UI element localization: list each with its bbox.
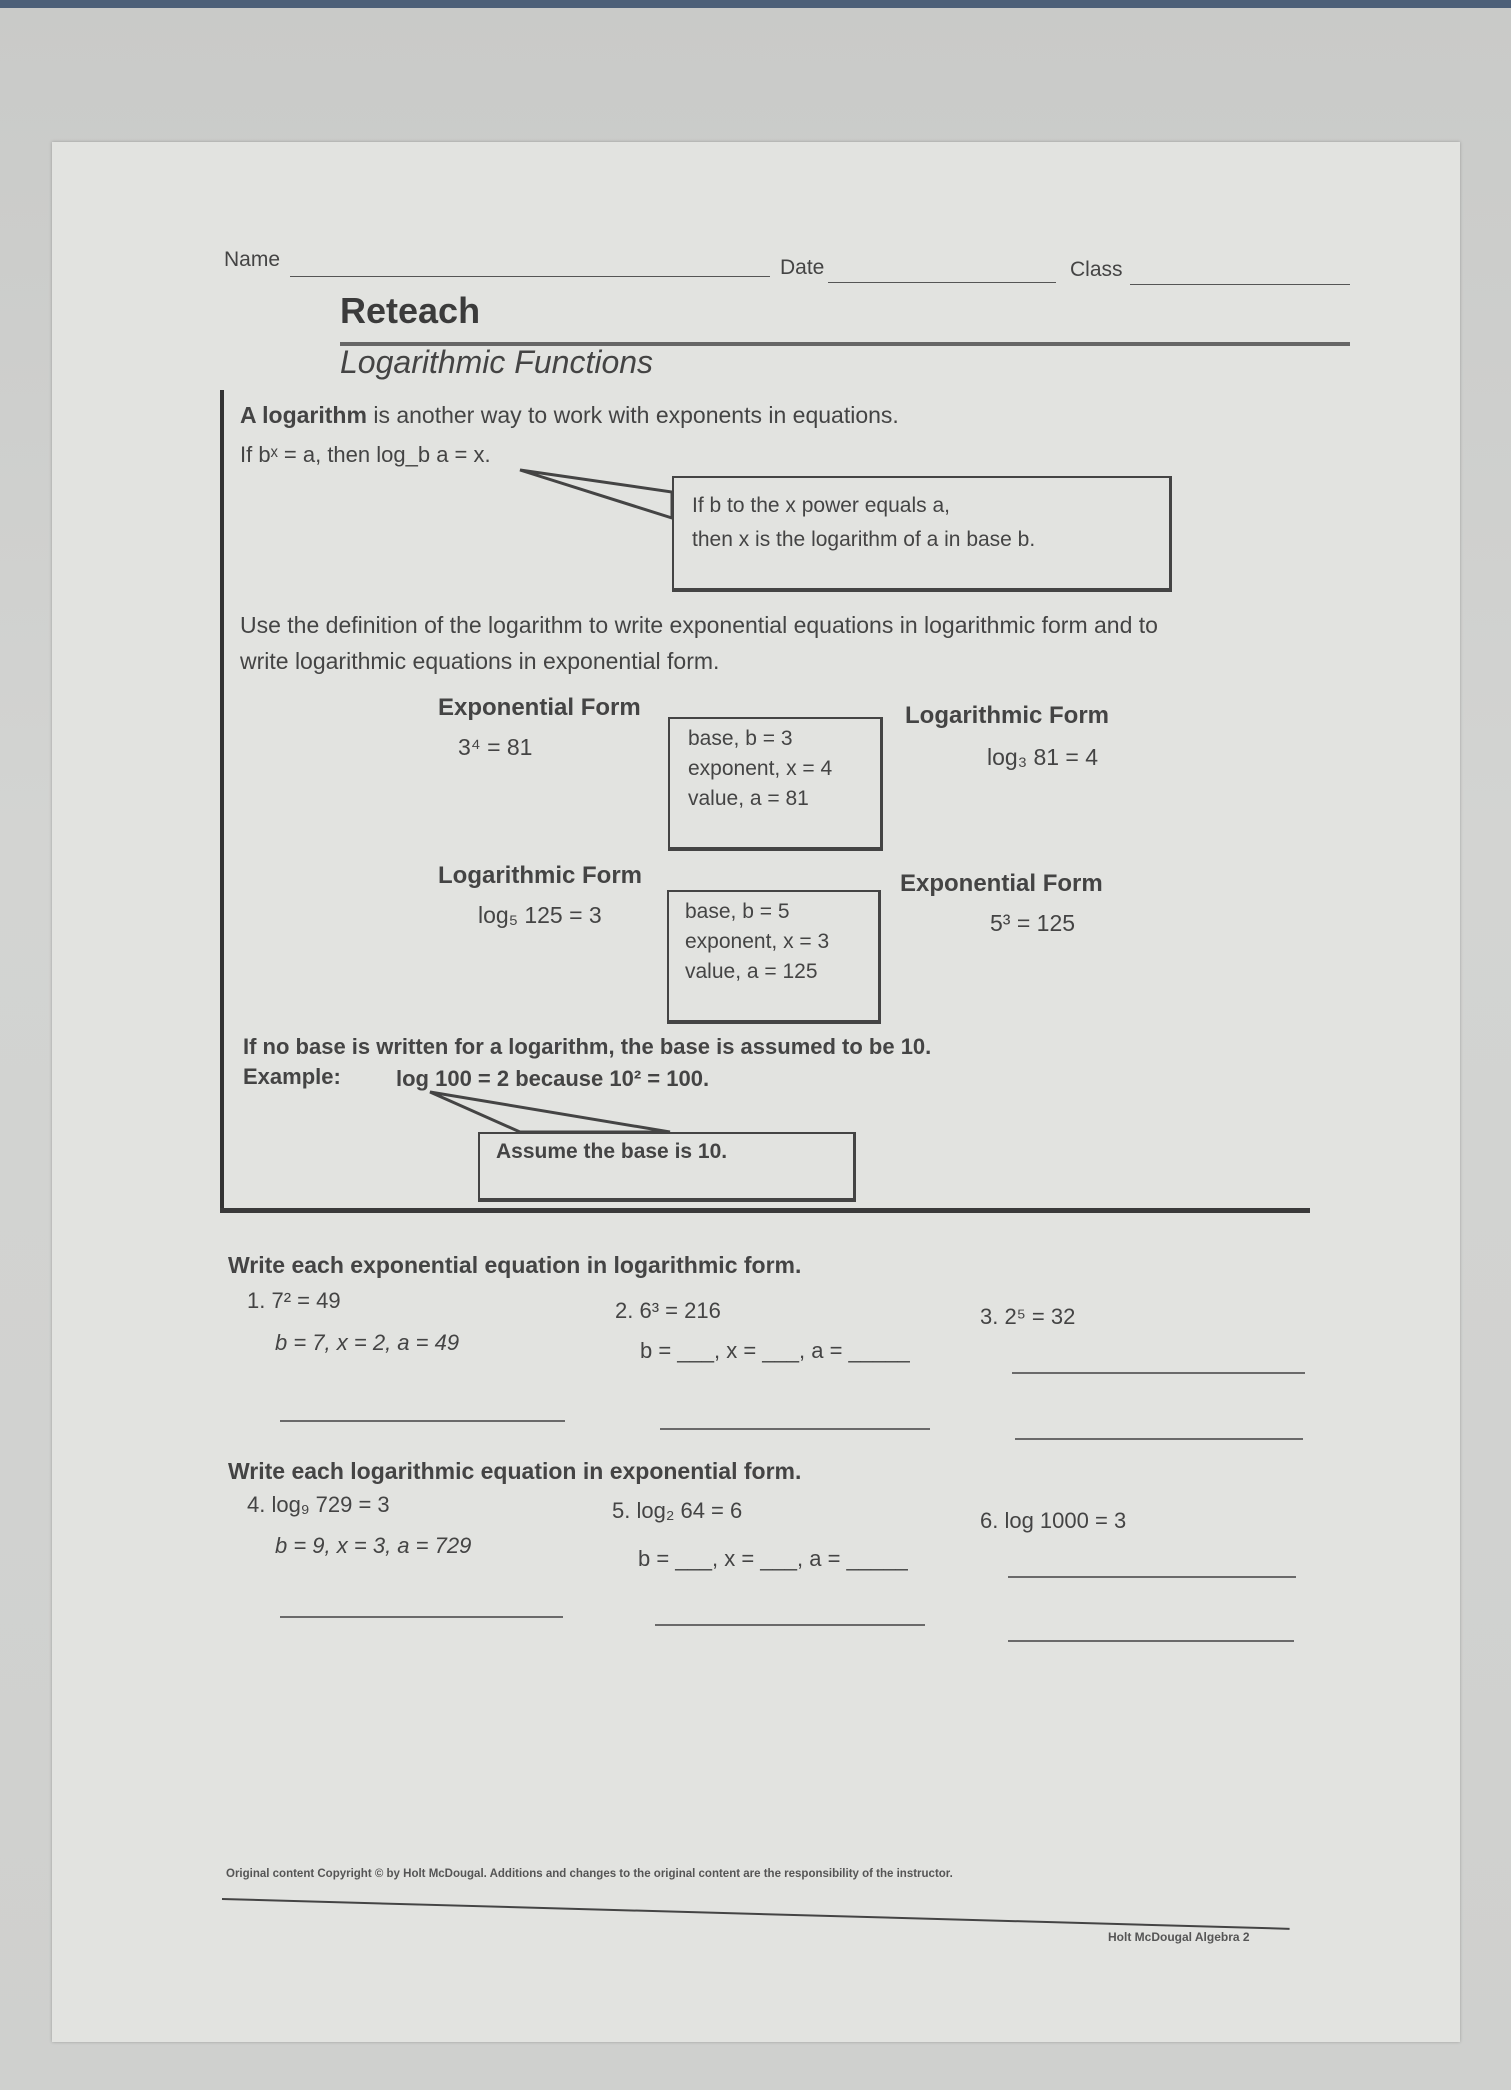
instructions-line-2: write logarithmic equations in exponential form. [240,648,720,674]
callout-pointer-1 [520,470,672,518]
callout-pointer-2 [430,1092,670,1132]
name-label: Name [224,248,281,271]
problem-4-answer[interactable] [280,1616,563,1618]
example2-exponent: exponent, x = 3 [685,930,830,953]
example1-parts-box [668,717,883,851]
example1-base: base, b = 3 [688,727,793,750]
example1-exponent: exponent, x = 4 [688,757,833,780]
problem-3: 3. 2⁵ = 32 [980,1304,1076,1329]
problem-6: 6. log 1000 = 3 [980,1508,1127,1533]
problem-2: 2. 6³ = 216 [615,1298,721,1323]
section1-heading: Write each exponential equation in logarithmic form. [228,1252,802,1278]
page-title: Reteach [340,290,481,331]
problem-6-answer[interactable] [1008,1640,1294,1642]
problem-5-answer[interactable] [655,1624,925,1626]
problem-4: 4. log₉ 729 = 3 [247,1492,390,1517]
section2-heading: Write each logarithmic equation in exponential form. [228,1458,802,1484]
example-label: Example: [243,1064,341,1089]
base10-callout-text: Assume the base is 10. [496,1140,728,1163]
copyright-notice: Original content Copyright © by Holt McDougal. Additions and changes to the original content are the responsibility of the instructor. [226,1868,953,1880]
problem-1-hint: b = 7, x = 2, a = 49 [275,1330,460,1355]
callout-line-1: If b to the x power equals a, [692,494,950,517]
example2-left-header: Logarithmic Form [438,862,643,889]
example2-parts-box [667,890,881,1024]
problem-2-answer[interactable] [660,1428,930,1430]
base10-note: If no base is written for a logarithm, the base is assumed to be 10. [243,1034,932,1059]
problem-3-parts-answer[interactable] [1012,1372,1305,1374]
problem-1-answer[interactable] [280,1420,565,1422]
base10-example: log 100 = 2 because 10² = 100. [396,1066,710,1091]
example2-right-value: 5³ = 125 [990,910,1076,936]
term-logarithm: A logarithm [240,402,367,428]
callout-line-2: then x is the logarithm of a in base b. [692,528,1036,551]
example2-left-value: log₅ 125 = 3 [478,902,602,928]
example2-value: value, a = 125 [685,960,818,983]
definition-formula: If bˣ = a, then log_b a = x. [240,442,491,467]
definition-callout [672,476,1172,592]
example2-right-header: Exponential Form [900,870,1103,897]
class-label: Class [1070,258,1123,281]
problem-3-answer[interactable] [1015,1438,1303,1440]
problem-5: 5. log₂ 64 = 6 [612,1498,743,1523]
problem-2-hint[interactable]: b = ___, x = ___, a = _____ [640,1338,910,1363]
instructions-line-1: Use the definition of the logarithm to write exponential equations in logarithmic form and to [240,612,1158,638]
page-subtitle: Logarithmic Functions [340,344,654,380]
example1-left-header: Exponential Form [438,694,641,721]
example1-right-value: log₃ 81 = 4 [987,744,1099,770]
definition-rest: is another way to work with exponents in equations. [366,402,899,428]
problem-1: 1. 7² = 49 [247,1288,341,1313]
example2-base: base, b = 5 [685,900,790,923]
book-title: Holt McDougal Algebra 2 [1108,1930,1250,1944]
problem-4-hint: b = 9, x = 3, a = 729 [275,1533,472,1558]
example1-left-value: 3⁴ = 81 [458,734,533,760]
example1-right-header: Logarithmic Form [905,702,1110,729]
date-label: Date [780,256,825,279]
problem-6-parts-answer[interactable] [1008,1576,1296,1578]
base10-callout [478,1132,856,1202]
problem-5-hint[interactable]: b = ___, x = ___, a = _____ [638,1546,908,1571]
example1-value: value, a = 81 [688,787,809,810]
